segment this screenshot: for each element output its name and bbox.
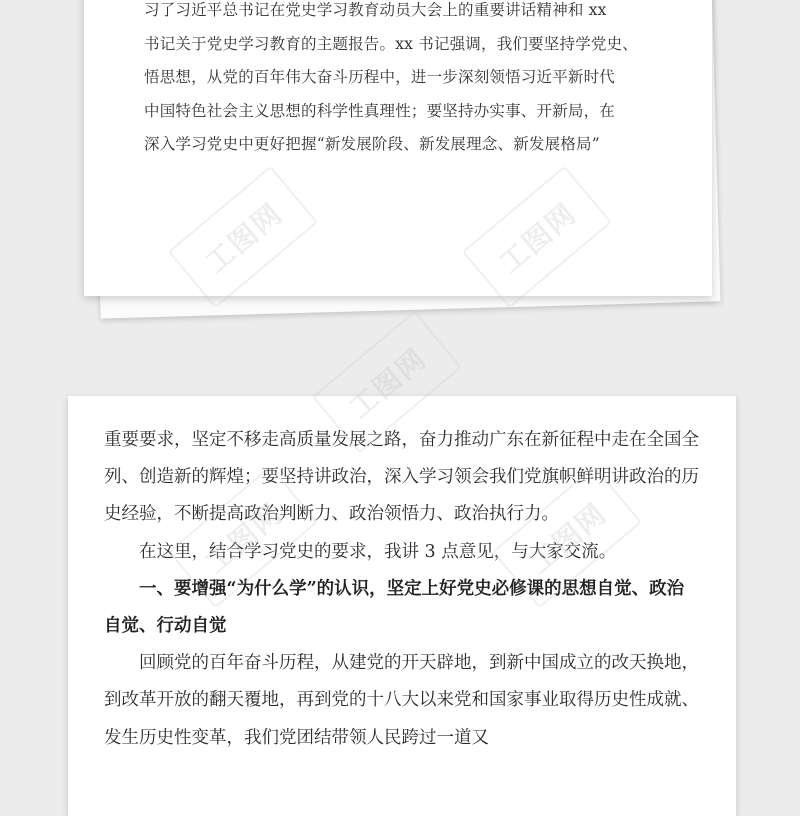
text-line: 深入学习党史中更好把握“新发展阶段、新发展理念、新发展格局” xyxy=(144,135,600,153)
paragraph: 重要要求，坚定不移走高质量发展之路，奋力推动广东在新征程中走在全国全列、创造新的辉煌；要坚持讲政治，深入学习领会我们党旗帜鲜明讲政治的历史经验，不断提高政治判断力、政治领悟力、政治执行力。 xyxy=(104,430,699,525)
paragraph: 在这里，结合学习党史的要求，我讲 3 点意见，与大家交流。 xyxy=(139,541,617,562)
text-line: 中国特色社会主义思想的科学性真理性；要坚持办实事、开新局，在 xyxy=(144,101,616,120)
watermark-logo: 工图网 xyxy=(168,166,318,309)
paragraph: 回顾党的百年奋斗历程，从建党的开天辟地，到新中国成立的改天换地，到改革开放的翻天覆地，再到党的十八大以来党和国家事业取得历史性成就、发生历史性变革，我们党团结带领人民跨过一道又 xyxy=(104,653,699,748)
bottom-document-page xyxy=(68,396,736,816)
top-page-text xyxy=(144,0,684,162)
watermark-logo: 工图网 xyxy=(462,166,612,309)
top-document-page xyxy=(84,0,712,296)
watermark-logo: 工图网 xyxy=(168,466,318,609)
bottom-page-text xyxy=(104,422,700,757)
watermark-logo: 工图网 xyxy=(312,311,462,454)
section-heading: 一、要增强“为什么学”的认识，坚定上好党史必修课的思想自觉、政治自觉、行动自觉 xyxy=(104,578,685,637)
watermark-logo: 工图网 xyxy=(492,466,642,609)
text-line: 书记关于党史学习教育的主题报告。xx 书记强调，我们要坚持学党史、 xyxy=(144,34,639,53)
text-line: 悟思想，从党的百年伟大奋斗历程中，进一步深刻领悟习近平新时代 xyxy=(144,68,616,86)
text-line: 习了习近平总书记在党史学习教育动员大会上的重要讲话精神和 xx xyxy=(144,1,607,19)
